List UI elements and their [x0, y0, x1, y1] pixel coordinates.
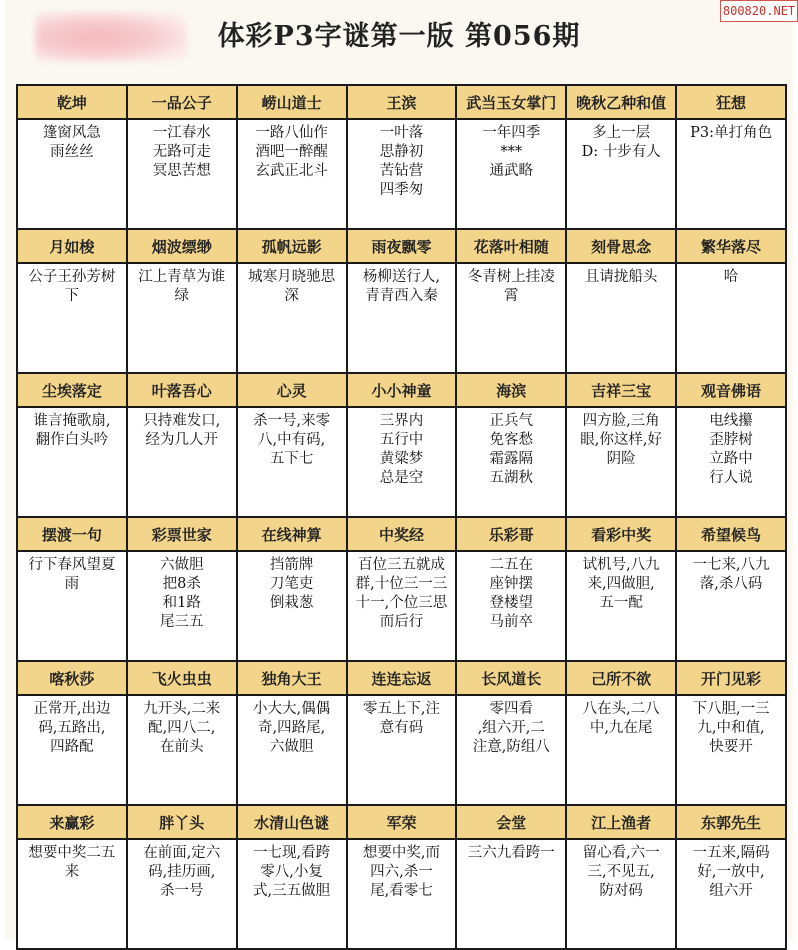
riddle-cell: [676, 695, 786, 805]
riddle-text: 哈: [723, 269, 739, 285]
riddle-text: 冬青树上挂凌 霄: [467, 269, 555, 304]
riddle-text: 九开头,二来 配,四八二, 在前头: [143, 701, 221, 755]
riddle-cell: [456, 263, 566, 373]
riddle-text: 百位三五就成 群,十位三一三 十一,个位三思 而后行: [355, 557, 448, 630]
author-header: 月如梭: [17, 229, 127, 263]
riddle-text: 只持难发口, 经为几人开: [143, 413, 221, 448]
author-header: 长风道长: [456, 661, 566, 695]
author-header: 雨夜飘零: [347, 229, 457, 263]
author-header: 己所不欲: [566, 661, 676, 695]
riddle-cell: [676, 263, 786, 373]
riddle-text: 下八胆,一三 九,中和值, 快要开: [692, 701, 770, 755]
riddle-cell: [127, 407, 237, 517]
author-header: 狂想: [676, 85, 786, 119]
header-row: [17, 373, 786, 407]
riddle-text: 一五来,隔码 好,一放中, 组六开: [692, 845, 770, 899]
header-row: [17, 805, 786, 839]
riddle-cell: [347, 695, 457, 805]
riddle-cell: [456, 551, 566, 661]
riddle-text: 六做胆 把8杀 和1路 尾三五: [160, 557, 204, 630]
author-header: 会堂: [456, 805, 566, 839]
author-header: 海滨: [456, 373, 566, 407]
riddle-text: 公子王孙芳树 下: [28, 269, 116, 304]
riddle-table: [16, 84, 787, 950]
author-header: 刻骨思念: [566, 229, 676, 263]
author-header: 喀秋莎: [17, 661, 127, 695]
riddle-cell: [17, 551, 127, 661]
riddle-cell: [17, 263, 127, 373]
riddle-text: 一叶落 思静初 苦钻营 四季匆: [379, 125, 424, 198]
riddle-row: [17, 407, 786, 517]
author-header: 开门见彩: [676, 661, 786, 695]
riddle-cell: [566, 263, 676, 373]
riddle-text: 试机号,八九 来,四做胆, 五一配: [582, 557, 660, 611]
riddle-text: 正兵气 免客愁 霜露隔 五湖秋: [489, 413, 534, 486]
riddle-cell: [456, 407, 566, 517]
riddle-text: 且请拢船头: [584, 269, 658, 285]
riddle-text: 零五上下,注 意有码: [362, 701, 440, 736]
riddle-cell: [347, 839, 457, 949]
riddle-cell: [676, 119, 786, 229]
riddle-cell: [676, 839, 786, 949]
riddle-cell: [676, 551, 786, 661]
riddle-text: 三六九看跨一: [467, 845, 555, 861]
author-header: 希望候鸟: [676, 517, 786, 551]
author-header: 摆渡一句: [17, 517, 127, 551]
riddle-text: 杨柳送行人, 青青西入秦: [362, 269, 440, 304]
author-header: 中奖经: [347, 517, 457, 551]
riddle-cell: [17, 695, 127, 805]
riddle-cell: [456, 119, 566, 229]
riddle-cell: [347, 551, 457, 661]
header-row: [17, 517, 786, 551]
riddle-text: 在前面,定六 码,挂历画, 杀一号: [143, 845, 221, 899]
riddle-text: 小大大,偶偶 奇,四路尾, 六做胆: [253, 701, 331, 755]
riddle-row: [17, 551, 786, 661]
riddle-cell: [237, 407, 347, 517]
riddle-cell: [17, 839, 127, 949]
author-header: 独角大王: [237, 661, 347, 695]
author-header: 吉祥三宝: [566, 373, 676, 407]
riddle-text: 篷窗风急 雨丝丝: [42, 125, 101, 160]
riddle-cell: [347, 119, 457, 229]
riddle-text: 一江春水 无路可走 冥思苦想: [152, 125, 211, 179]
author-header: 武当玉女掌门: [456, 85, 566, 119]
author-header: 连连忘返: [347, 661, 457, 695]
riddle-cell: [566, 695, 676, 805]
riddle-text: 电线攥 歪脖树 立路中 行人说: [709, 413, 753, 486]
author-header: 心灵: [237, 373, 347, 407]
riddle-cell: [676, 407, 786, 517]
riddle-cell: [127, 119, 237, 229]
riddle-text: 二五在 座钟摆 登楼望 马前卒: [489, 557, 534, 630]
riddle-text: 想要中奖,而 四六,杀一 尾,看零七: [362, 845, 440, 899]
riddle-cell: [237, 695, 347, 805]
riddle-cell: [347, 263, 457, 373]
author-header: 烟波缥缈: [127, 229, 237, 263]
riddle-cell: [566, 119, 676, 229]
author-header: 乾坤: [17, 85, 127, 119]
header-row: [17, 85, 786, 119]
author-header: 水清山色谜: [237, 805, 347, 839]
header-row: [17, 229, 786, 263]
riddle-cell: [237, 839, 347, 949]
riddle-cell: [237, 551, 347, 661]
riddle-text: 想要中奖二五 来: [28, 845, 116, 880]
riddle-cell: [127, 551, 237, 661]
author-header: 花落叶相随: [456, 229, 566, 263]
author-header: 军荣: [347, 805, 457, 839]
riddle-row: [17, 119, 786, 229]
riddle-text: 城寒月晓驰思 深: [248, 269, 336, 304]
riddle-text: 留心看,六一 三,不见五, 防对码: [582, 845, 660, 899]
riddle-text: 正常开,出边 码,五路出, 四路配: [33, 701, 111, 755]
riddle-text: 多上一层 D: 十步有人: [581, 125, 661, 160]
author-header: 乐彩哥: [456, 517, 566, 551]
riddle-cell: [127, 839, 237, 949]
riddle-text: 行下春风望夏 雨: [28, 557, 116, 592]
riddle-row: [17, 695, 786, 805]
author-header: 叶落吾心: [127, 373, 237, 407]
author-header: 崂山道士: [237, 85, 347, 119]
riddle-text: 谁言掩歌扇, 翻作白头吟: [33, 413, 111, 448]
riddle-text: P3:单打角色: [690, 125, 772, 141]
riddle-cell: [237, 119, 347, 229]
riddle-text: 杀一号,来零 八,中有码, 五下七: [253, 413, 331, 467]
riddle-text: 一七现,看跨 零八,小复 式,三五做胆: [253, 845, 331, 899]
author-header: 江上渔者: [566, 805, 676, 839]
riddle-cell: [17, 119, 127, 229]
riddle-cell: [566, 407, 676, 517]
author-header: 胖丫头: [127, 805, 237, 839]
author-header: 一品公子: [127, 85, 237, 119]
riddle-text: 三界内 五行中 黄粱梦 总是空: [379, 413, 424, 486]
page-title: 体彩P3字谜第一版 第056期: [217, 21, 581, 52]
riddle-cell: [127, 695, 237, 805]
author-header: 东郭先生: [676, 805, 786, 839]
riddle-text: 四方脸,三角 眼,你这样,好 阴险: [580, 413, 662, 467]
riddle-text: 挡箭牌 刀笔吏 倒栽葱: [269, 557, 314, 611]
riddle-cell: [566, 839, 676, 949]
riddle-cell: [237, 263, 347, 373]
riddle-text: 一七来,八九 落,杀八码: [692, 557, 770, 592]
riddle-text: 一年四季 *** 通武略: [482, 125, 541, 179]
author-header: 来赢彩: [17, 805, 127, 839]
riddle-table-body: [17, 85, 786, 949]
author-header: 尘埃落定: [17, 373, 127, 407]
author-header: 小小神童: [347, 373, 457, 407]
riddle-cell: [347, 407, 457, 517]
riddle-text: 一路八仙作 酒吧一醉醒 玄武正北斗: [255, 125, 328, 179]
author-header: 看彩中奖: [566, 517, 676, 551]
riddle-text: 江上青草为谁 绿: [138, 269, 226, 304]
riddle-row: [17, 839, 786, 949]
riddle-row: [17, 263, 786, 373]
riddle-cell: [456, 839, 566, 949]
author-header: 飞火虫虫: [127, 661, 237, 695]
riddle-cell: [127, 263, 237, 373]
author-header: 在线神算: [237, 517, 347, 551]
riddle-cell: [566, 551, 676, 661]
author-header: 晚秋乙种和值: [566, 85, 676, 119]
riddle-cell: [456, 695, 566, 805]
header-row: [17, 661, 786, 695]
riddle-text: 八在头,二八 中,九在尾: [582, 701, 660, 736]
riddle-cell: [17, 407, 127, 517]
riddle-text: 零四看 ,组六开,二 注意,防组八: [472, 701, 550, 755]
author-header: 繁华落尽: [676, 229, 786, 263]
author-header: 观音佛语: [676, 373, 786, 407]
site-watermark: 800820.NET: [720, 0, 798, 22]
author-header: 王滨: [347, 85, 457, 119]
author-header: 彩票世家: [127, 517, 237, 551]
author-header: 孤帆远影: [237, 229, 347, 263]
poster: [5, 0, 793, 940]
